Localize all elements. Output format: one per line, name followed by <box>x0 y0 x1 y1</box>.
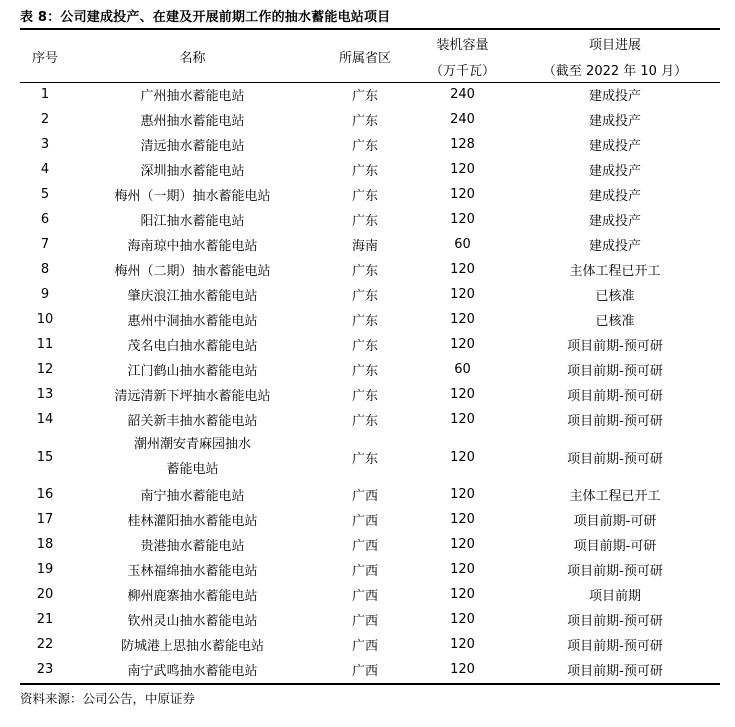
row-no: 4 <box>40 162 50 177</box>
row-progress: 项目前期-预可研 <box>567 389 663 404</box>
row-capacity: 120 <box>450 537 475 552</box>
row-name: 海南琼中抽水蓄能电站 <box>127 239 258 254</box>
table-row <box>20 357 720 382</box>
row-name: 惠州抽水蓄能电站 <box>140 114 245 129</box>
row-capacity: 240 <box>450 87 475 102</box>
row-progress: 项目前期-预可研 <box>567 451 663 467</box>
row-capacity: 120 <box>450 612 475 627</box>
row-province: 广东 <box>351 264 378 279</box>
header-progress-date: （截至 2022 年 10 月） <box>542 63 688 79</box>
header-capacity: 装机容量 <box>436 37 489 53</box>
row-no: 6 <box>40 212 50 227</box>
row-capacity: 120 <box>450 637 475 652</box>
row-name: 柳州鹿寨抽水蓄能电站 <box>127 589 258 604</box>
row-progress: 项目前期-预可研 <box>567 664 663 679</box>
row-province: 广东 <box>351 114 378 129</box>
row-no: 17 <box>36 512 54 527</box>
row-capacity: 240 <box>450 112 475 127</box>
row-capacity: 128 <box>450 137 475 152</box>
table-row <box>20 232 720 257</box>
row-province: 广东 <box>351 139 378 154</box>
row-progress: 项目前期-预可研 <box>567 639 663 654</box>
table-row <box>20 507 720 532</box>
header-name: 名称 <box>179 50 206 66</box>
row-capacity: 120 <box>450 312 475 327</box>
row-no: 19 <box>36 562 54 577</box>
row-name: 梅州（二期）抽水蓄能电站 <box>114 264 271 279</box>
table-row <box>20 582 720 607</box>
row-capacity: 120 <box>450 562 475 577</box>
header-no: 序号 <box>31 50 58 66</box>
row-no: 9 <box>40 287 50 302</box>
row-capacity: 120 <box>450 262 475 277</box>
source-note: 资料来源：公司公告，中原证券 <box>20 691 196 706</box>
row-no: 7 <box>40 237 50 252</box>
row-province: 海南 <box>351 239 378 254</box>
table-row <box>20 207 720 232</box>
row-province: 广西 <box>351 489 378 504</box>
table-row <box>20 382 720 407</box>
row-name <box>70 432 315 482</box>
row-no: 20 <box>36 587 54 602</box>
header-progress: 项目进展 <box>588 37 641 53</box>
row-no: 23 <box>36 662 54 677</box>
row-province: 广西 <box>351 564 378 579</box>
table-row <box>20 482 720 507</box>
row-progress: 主体工程已开工 <box>569 489 661 504</box>
row-progress: 建成投产 <box>588 239 641 254</box>
row-province: 广西 <box>351 664 378 679</box>
row-progress: 项目前期-可研 <box>573 539 657 554</box>
row-progress: 建成投产 <box>588 164 641 179</box>
table-row <box>20 607 720 632</box>
row-no: 14 <box>36 412 54 427</box>
row-province: 广西 <box>351 614 378 629</box>
row-capacity: 60 <box>454 362 471 377</box>
row-name: 茂名电白抽水蓄能电站 <box>127 339 258 354</box>
table-row <box>20 557 720 582</box>
row-province: 广东 <box>351 414 378 429</box>
row-progress: 主体工程已开工 <box>569 264 661 279</box>
row-province: 广东 <box>351 314 378 329</box>
row-province: 广西 <box>351 639 378 654</box>
row-province: 广东 <box>351 214 378 229</box>
table-row <box>20 132 720 157</box>
row-province: 广东 <box>351 364 378 379</box>
table-body <box>20 82 720 682</box>
row-name-line: 蓄能电站 <box>166 462 219 477</box>
row-progress: 项目前期-预可研 <box>567 614 663 629</box>
row-capacity: 120 <box>450 162 475 177</box>
row-no: 18 <box>36 537 54 552</box>
row-province: 广东 <box>351 451 378 467</box>
row-name: 梅州（一期）抽水蓄能电站 <box>114 189 271 204</box>
row-name: 深圳抽水蓄能电站 <box>140 164 245 179</box>
table-header <box>20 30 720 82</box>
table-row <box>20 432 720 482</box>
row-progress: 建成投产 <box>588 89 641 104</box>
row-capacity: 120 <box>450 212 475 227</box>
row-name: 惠州中洞抽水蓄能电站 <box>127 314 258 329</box>
row-no: 1 <box>40 87 50 102</box>
row-capacity: 120 <box>450 187 475 202</box>
table-row <box>20 157 720 182</box>
row-progress: 建成投产 <box>588 189 641 204</box>
row-no: 16 <box>36 487 54 502</box>
row-name-line: 潮州潮安青麻园抽水 <box>133 437 251 452</box>
row-name: 清远抽水蓄能电站 <box>140 139 245 154</box>
row-progress: 建成投产 <box>588 214 641 229</box>
table-row <box>20 532 720 557</box>
row-capacity: 120 <box>450 449 475 465</box>
row-name: 南宁抽水蓄能电站 <box>140 489 245 504</box>
row-name: 桂林灌阳抽水蓄能电站 <box>127 514 258 529</box>
row-province: 广东 <box>351 339 378 354</box>
table-row <box>20 407 720 432</box>
row-capacity: 120 <box>450 387 475 402</box>
row-name: 肇庆浪江抽水蓄能电站 <box>127 289 258 304</box>
row-no: 15 <box>36 449 54 465</box>
row-name: 广州抽水蓄能电站 <box>140 89 245 104</box>
row-capacity: 120 <box>450 662 475 677</box>
row-no: 2 <box>40 112 50 127</box>
row-capacity: 120 <box>450 287 475 302</box>
row-province: 广东 <box>351 89 378 104</box>
table-row <box>20 82 720 107</box>
row-name: 钦州灵山抽水蓄能电站 <box>127 614 258 629</box>
row-no: 3 <box>40 137 50 152</box>
row-province: 广东 <box>351 189 378 204</box>
row-name: 江门鹤山抽水蓄能电站 <box>127 364 258 379</box>
row-name: 阳江抽水蓄能电站 <box>140 214 245 229</box>
table-row <box>20 257 720 282</box>
row-progress: 项目前期 <box>588 589 641 604</box>
row-no: 21 <box>36 612 54 627</box>
row-province: 广东 <box>351 389 378 404</box>
row-province: 广西 <box>351 514 378 529</box>
row-province: 广西 <box>351 589 378 604</box>
row-progress: 项目前期-预可研 <box>567 414 663 429</box>
row-progress: 项目前期-可研 <box>573 514 657 529</box>
row-capacity: 120 <box>450 587 475 602</box>
row-name: 防城港上思抽水蓄能电站 <box>120 639 264 654</box>
row-progress: 项目前期-预可研 <box>567 364 663 379</box>
row-no: 11 <box>36 337 54 352</box>
row-no: 13 <box>36 387 54 402</box>
row-progress: 建成投产 <box>588 139 641 154</box>
table-row <box>20 657 720 682</box>
row-no: 22 <box>36 637 54 652</box>
row-capacity: 120 <box>450 412 475 427</box>
row-name: 韶关新丰抽水蓄能电站 <box>127 414 258 429</box>
table-row <box>20 282 720 307</box>
row-name: 清远清新下坪抽水蓄能电站 <box>114 389 271 404</box>
table-row <box>20 632 720 657</box>
table-title: 表 8：公司建成投产、在建及开展前期工作的抽水蓄能电站项目 <box>20 10 391 25</box>
row-province: 广东 <box>351 289 378 304</box>
table-row <box>20 107 720 132</box>
table-row <box>20 182 720 207</box>
table-row <box>20 332 720 357</box>
projects-table <box>20 30 720 682</box>
row-no: 12 <box>36 362 54 377</box>
row-no: 10 <box>36 312 54 327</box>
row-progress: 已核准 <box>595 289 635 304</box>
row-capacity: 120 <box>450 337 475 352</box>
row-progress: 已核准 <box>595 314 635 329</box>
row-no: 8 <box>40 262 50 277</box>
row-name: 南宁武鸣抽水蓄能电站 <box>127 664 258 679</box>
bottom-rule <box>20 683 720 685</box>
table-row <box>20 307 720 332</box>
row-capacity: 120 <box>450 487 475 502</box>
header-capacity-unit: （万千瓦） <box>429 63 495 79</box>
row-progress: 项目前期-预可研 <box>567 564 663 579</box>
row-name: 玉林福绵抽水蓄能电站 <box>127 564 258 579</box>
row-name: 贵港抽水蓄能电站 <box>140 539 245 554</box>
row-province: 广西 <box>351 539 378 554</box>
header-rule <box>20 82 720 83</box>
row-province: 广东 <box>351 164 378 179</box>
row-capacity: 60 <box>454 237 471 252</box>
row-progress: 建成投产 <box>588 114 641 129</box>
row-no: 5 <box>40 187 50 202</box>
row-progress: 项目前期-预可研 <box>567 339 663 354</box>
header-province: 所属省区 <box>338 50 391 66</box>
row-capacity: 120 <box>450 512 475 527</box>
